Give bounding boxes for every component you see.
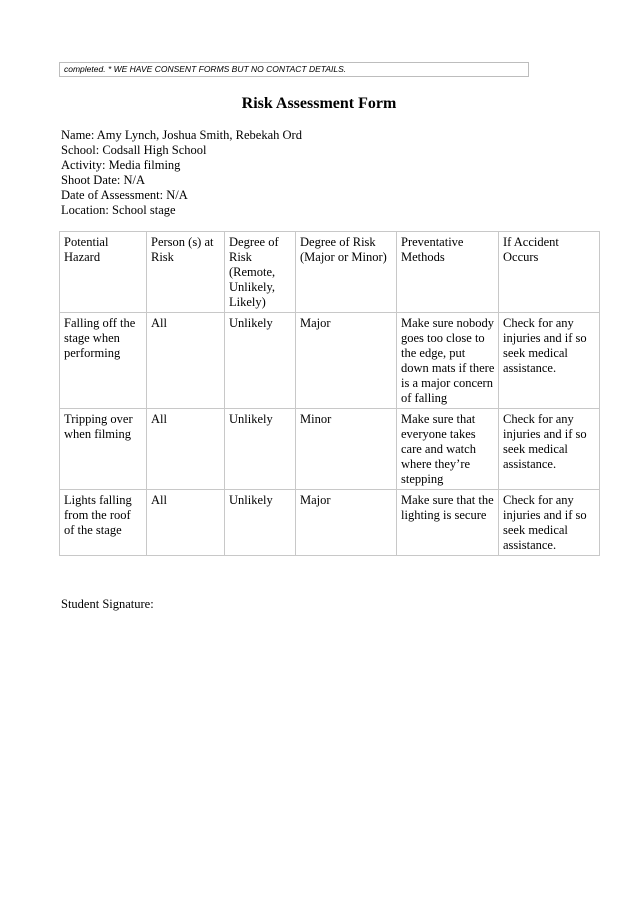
cell-severity: Minor — [296, 409, 397, 490]
cell-severity: Major — [296, 490, 397, 556]
cell-response: Check for any injuries and if so seek medical assistance. — [499, 490, 600, 556]
cell-response: Check for any injuries and if so seek medical assistance. — [499, 313, 600, 409]
header-potential-hazard: Potential Hazard — [60, 232, 147, 313]
assessment-details — [61, 128, 302, 218]
detail-location: Location: School stage — [61, 203, 176, 217]
cell-hazard: Tripping over when filming — [60, 409, 147, 490]
page-title: Risk Assessment Form — [241, 95, 397, 112]
detail-assessment-date: Date of Assessment: N/A — [61, 188, 188, 202]
cell-persons: All — [147, 409, 225, 490]
detail-names: Name: Amy Lynch, Joshua Smith, Rebekah Ord — [61, 128, 302, 142]
cell-likelihood: Unlikely — [225, 490, 296, 556]
student-signature-label: Student Signature: — [61, 597, 154, 611]
cell-hazard: Lights falling from the roof of the stage — [60, 490, 147, 556]
detail-shoot-date: Shoot Date: N/A — [61, 173, 146, 187]
cell-prevention: Make sure that everyone takes care and watch where they’re stepping — [397, 409, 499, 490]
risk-table — [59, 231, 600, 556]
header-likelihood: Degree of Risk (Remote, Unlikely, Likely) — [225, 232, 296, 313]
header-if-accident-occurs: If Accident Occurs — [499, 232, 600, 313]
cell-likelihood: Unlikely — [225, 313, 296, 409]
cell-prevention: Make sure nobody goes too close to the edge, put down mats if there is a major concern of falling — [397, 313, 499, 409]
cell-persons: All — [147, 490, 225, 556]
detail-school: School: Codsall High School — [61, 143, 207, 157]
header-persons-at-risk: Person (s) at Risk — [147, 232, 225, 313]
table-row — [60, 409, 600, 490]
cell-prevention: Make sure that the lighting is secure — [397, 490, 499, 556]
table-row — [60, 490, 600, 556]
detail-activity: Activity: Media filming — [61, 158, 181, 172]
cell-likelihood: Unlikely — [225, 409, 296, 490]
cell-hazard: Falling off the stage when performing — [60, 313, 147, 409]
header-preventative-methods: Preventative Methods — [397, 232, 499, 313]
table-row — [60, 313, 600, 409]
cell-persons: All — [147, 313, 225, 409]
cell-response: Check for any injuries and if so seek medical assistance. — [499, 409, 600, 490]
table-header-row — [60, 232, 600, 313]
consent-note: completed. * WE HAVE CONSENT FORMS BUT NO CONTACT DETAILS. — [59, 62, 529, 77]
header-severity: Degree of Risk (Major or Minor) — [296, 232, 397, 313]
cell-severity: Major — [296, 313, 397, 409]
